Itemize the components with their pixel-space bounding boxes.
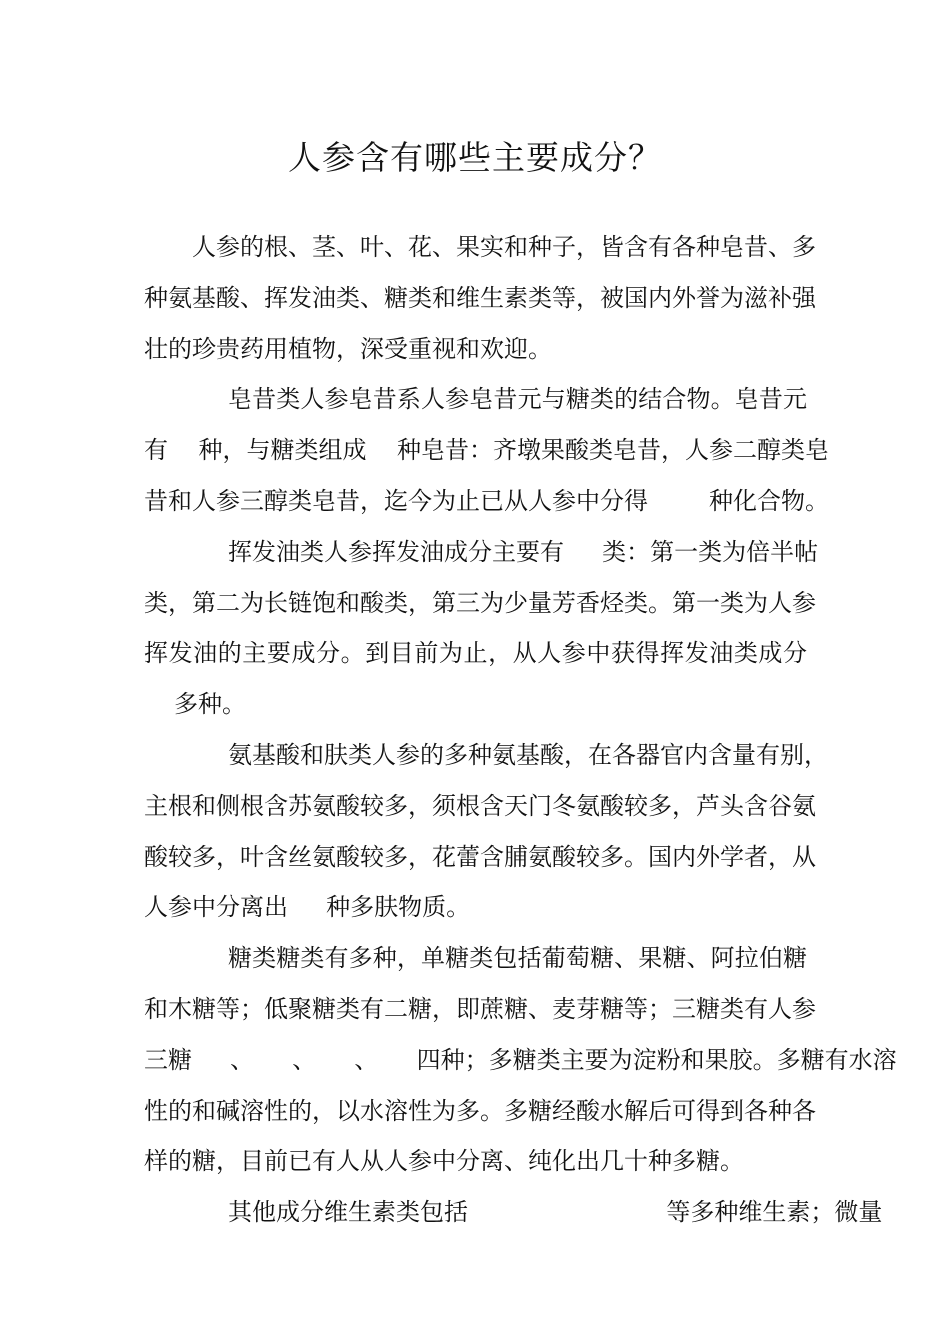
document-body (144, 222, 897, 1238)
text-line: 多种。 (174, 690, 246, 719)
text-line: 类，第二为长链饱和酸类，第三为少量芳香烃类。第一类为人参 (144, 588, 816, 617)
text-line: 人参的根、茎、叶、花、果实和种子，皆含有各种皂昔、多 (192, 233, 816, 261)
text-line: 样的糖，目前已有人从人参中分离、纯化出几十种多糖。 (144, 1147, 744, 1176)
text-line: 种氨基酸、挥发油类、糖类和维生素类等，被国内外誉为滋补强 (144, 283, 816, 312)
text-line: 壮的珍贵药用植物，深受重视和欢迎。 (144, 334, 552, 363)
text-line: 挥发油的主要成分。到目前为止，从人参中获得挥发油类成分 (144, 639, 807, 668)
text-line: 其他成分维生素类包括 等多种维生素；微量 (228, 1198, 883, 1227)
text-line: 人参中分离出 种多肤物质。 (144, 893, 471, 922)
document-title: 人参含有哪些主要成分？ (288, 138, 662, 177)
text-line: 酸较多，叶含丝氨酸较多，花蕾含脯氨酸较多。国内外学者，从 (144, 842, 816, 871)
text-line: 昔和人参三醇类皂昔，迄今为止已从人参中分得 种化合物。 (144, 486, 830, 515)
text-line: 和木糖等；低聚糖类有二糖，即蔗糖、麦芽糖等；三糖类有人参 (144, 994, 816, 1023)
text-line: 三糖 、 、 、 四种；多糖类主要为淀粉和果胶。多糖有水溶 (144, 1045, 897, 1074)
text-line: 氨基酸和肤类人参的多种氨基酸，在各器官内含量有别， (228, 740, 828, 769)
text-line: 挥发油类人参挥发油成分主要有 类：第一类为倍半帖 (228, 537, 819, 566)
text-line: 性的和碱溶性的，以水溶性为多。多糖经酸水解后可得到各种各 (144, 1096, 816, 1125)
text-line: 糖类糖类有多种，单糖类包括葡萄糖、果糖、阿拉伯糖 (228, 944, 807, 973)
text-line: 皂昔类人参皂昔系人参皂昔元与糖类的结合物。皂昔元 (228, 385, 807, 414)
text-line: 有 种，与糖类组成 种皂昔：齐墩果酸类皂昔，人参二醇类皂 (144, 436, 830, 465)
text-line: 主根和侧根含苏氨酸较多，须根含天门冬氨酸较多，芦头含谷氨 (144, 791, 816, 820)
